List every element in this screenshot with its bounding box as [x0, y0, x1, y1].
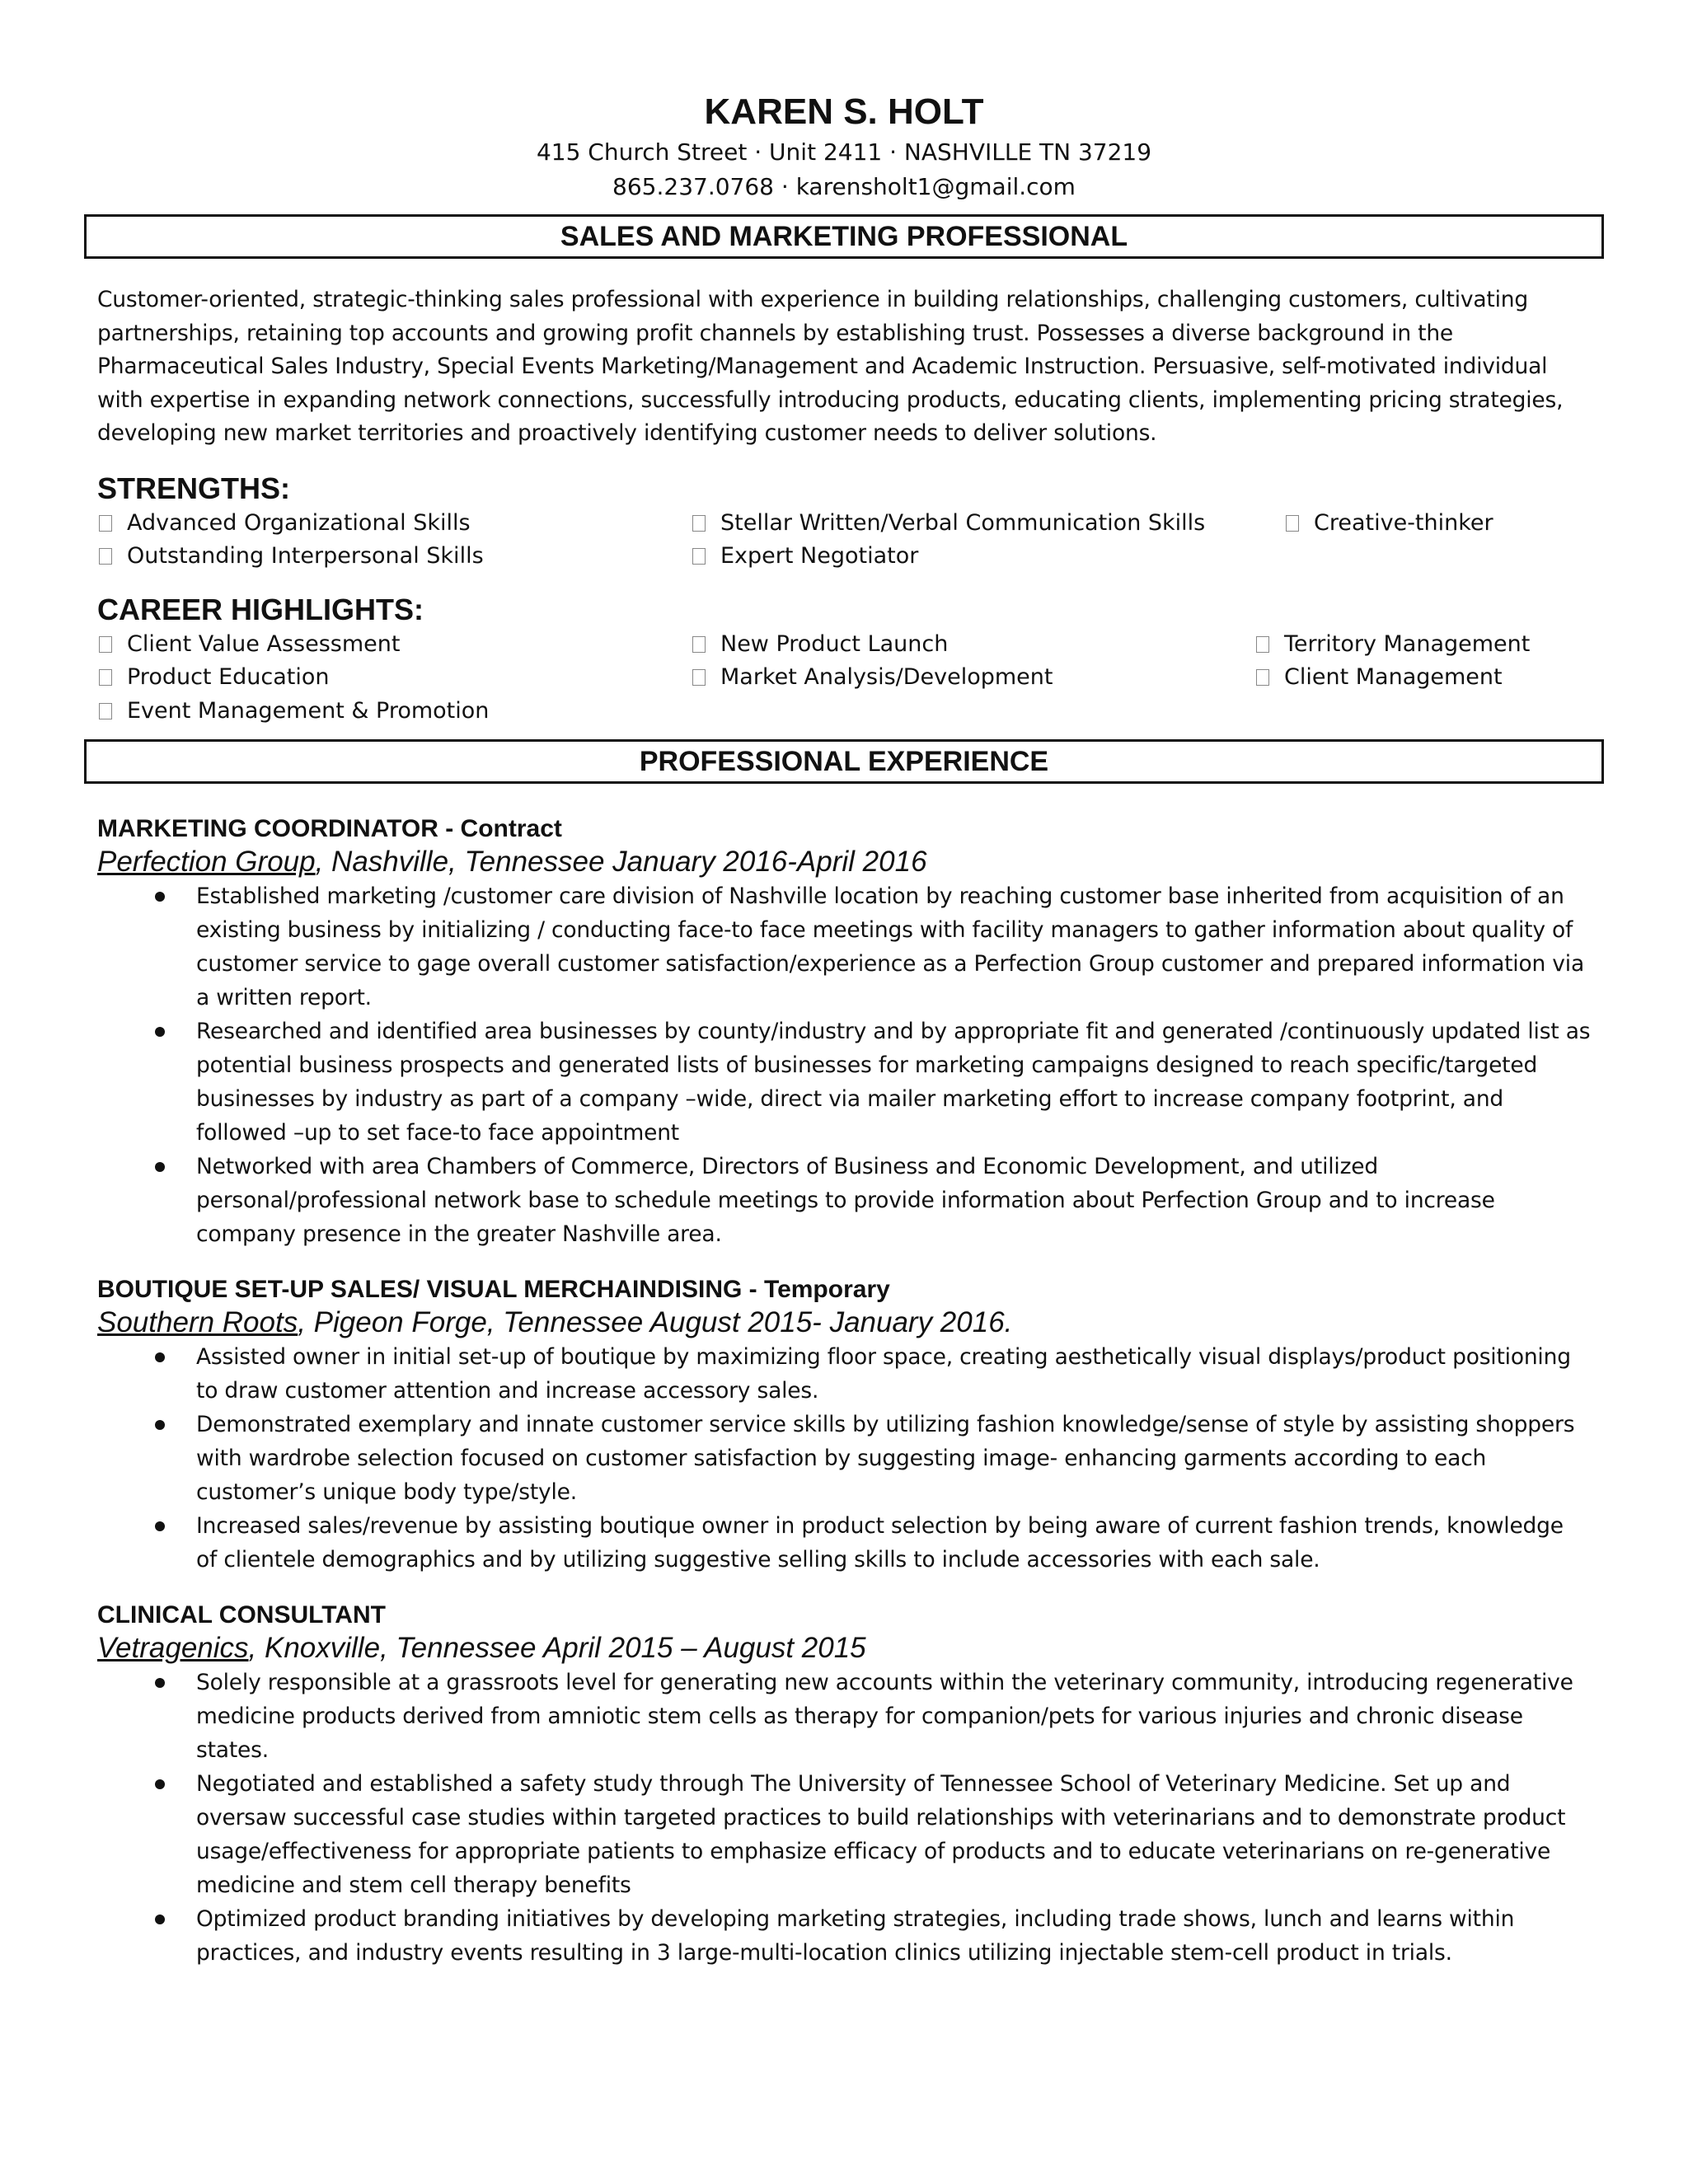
contact-line: 865.237.0768 · karensholt1@gmail.com [612, 173, 1076, 200]
strength-item: Creative-thinker [1284, 507, 1591, 541]
job-bullets [97, 1666, 1591, 1970]
strength-item: Expert Negotiator [691, 540, 1284, 574]
job-location-dates: , Pigeon Forge, Tennessee August 2015- January 2016. [298, 1306, 1013, 1338]
highlights-list [97, 628, 1591, 729]
job-company-line [97, 1305, 1591, 1340]
job-company-line [97, 845, 1591, 879]
job-bullet: Researched and identified area businesses by county/industry and by appropriate fit and generated /continuously updated list as potential business prospects and generated lists of businesses for marketing campaigns designed to reach specific/targeted businesses by industry as part of a company –wide, direct via mailer marketing effort to increase company footprint, and followed –up to set face-to face appointment [97, 1015, 1591, 1150]
highlight-item: Product Education [97, 661, 691, 695]
strength-item: Outstanding Interpersonal Skills [97, 540, 691, 574]
strength-item: Stellar Written/Verbal Communication Skills [691, 507, 1284, 541]
bullet-icon [155, 1915, 165, 1924]
job-title: MARKETING COORDINATOR - Contract [97, 815, 562, 842]
job-title: CLINICAL CONSULTANT [97, 1601, 386, 1629]
candidate-name: KAREN S. HOLT [704, 91, 984, 132]
highlight-item: New Product Launch [691, 628, 1254, 662]
highlights-heading: CAREER HIGHLIGHTS: [97, 592, 424, 626]
bullet-icon [155, 1420, 165, 1430]
checkbox-glyph-icon [99, 703, 112, 719]
strengths-list [97, 507, 1591, 574]
job-title: BOUTIQUE SET-UP SALES/ VISUAL MERCHAINDISING - Temporary [97, 1276, 890, 1303]
resume-page [97, 89, 1591, 1970]
job-bullets [97, 1340, 1591, 1577]
job-bullets [97, 879, 1591, 1251]
company-name: Vetragenics [97, 1632, 249, 1664]
job-bullet: Established marketing /customer care division of Nashville location by reaching customer base inherited from acquisition of an existing business by initializing / conducting face-to face meetings with facility managers to gather information about quality of customer service to gage overall customer satisfaction/experience as a Perfection Group customer and prepared information via a written report. [97, 879, 1591, 1015]
company-name: Perfection Group [97, 846, 316, 878]
job-entry [97, 1274, 1591, 1577]
job-bullet: Solely responsible at a grassroots level for generating new accounts within the veterinary community, introducing regenerative medicine products derived from amniotic stem cells as therapy for companion/pets for various injuries and chronic disease states. [97, 1666, 1591, 1767]
checkbox-glyph-icon [692, 669, 706, 686]
highlight-item: Event Management & Promotion [97, 695, 691, 729]
headline-box: SALES AND MARKETING PROFESSIONAL [84, 214, 1604, 259]
highlight-item: Client Value Assessment [97, 628, 691, 662]
job-location-dates: , Knoxville, Tennessee April 2015 – August 2015 [248, 1632, 866, 1664]
bullet-icon [155, 1162, 165, 1172]
job-entry [97, 813, 1591, 1251]
checkbox-glyph-icon [99, 669, 112, 686]
strength-item: Advanced Organizational Skills [97, 507, 691, 541]
job-company-line [97, 1631, 1591, 1666]
bullet-icon [155, 1027, 165, 1037]
highlight-item: Client Management [1254, 661, 1591, 695]
company-name: Southern Roots [97, 1306, 298, 1338]
checkbox-glyph-icon [692, 636, 706, 653]
summary-paragraph: Customer-oriented, strategic-thinking sales professional with experience in building relationships, challenging customers, cultivating partnerships, retaining top accounts and growing profit channels by establishing trust. Possesses a diverse background in the Pharmaceutical Sales Industry, Special Events Marketing/Management and Academic Instruction. Persuasive, self-motivated individual with expertise in expanding network connections, successfully introducing products, educating clients, implementing pricing strategies, developing new market territories and proactively identifying customer needs to deliver solutions. [97, 287, 1564, 446]
bullet-icon [155, 1779, 165, 1789]
job-bullet: Demonstrated exemplary and innate customer service skills by utilizing fashion knowledge/sense of style by assisting shoppers with wardrobe selection focused on customer satisfaction by suggesting image- enhancing garments according to each customer’s unique body type/style. [97, 1408, 1591, 1509]
bullet-icon [155, 1352, 165, 1362]
checkbox-glyph-icon [692, 515, 706, 532]
checkbox-glyph-icon [1256, 636, 1269, 653]
strengths-heading: STRENGTHS: [97, 471, 290, 505]
job-bullet: Assisted owner in initial set-up of boutique by maximizing floor space, creating aesthetically visual displays/product positioning to draw customer attention and increase accessory sales. [97, 1340, 1591, 1408]
job-bullet: Increased sales/revenue by assisting boutique owner in product selection by being aware of current fashion trends, knowledge of clientele demographics and by utilizing suggestive selling skills to include accessories with each sale. [97, 1509, 1591, 1577]
job-bullet: Negotiated and established a safety study through The University of Tennessee School of Veterinary Medicine. Set up and oversaw successful case studies within targeted practices to build relationships with veterinarians and to demonstrate product usage/effectiveness for appropriate patients to emphasize efficacy of products and to educate veterinarians on re-generative medicine and stem cell therapy benefits [97, 1767, 1591, 1902]
job-bullet: Optimized product branding initiatives by developing marketing strategies, including trade shows, lunch and learns within practices, and industry events resulting in 3 large-multi-location clinics utilizing injectable stem-cell product in trials. [97, 1902, 1591, 1970]
checkbox-glyph-icon [1256, 669, 1269, 686]
checkbox-glyph-icon [99, 548, 112, 565]
job-bullet: Networked with area Chambers of Commerce, Directors of Business and Economic Development, and utilized personal/professional network base to schedule meetings to provide information about Perfection Group and to increase company presence in the greater Nashville area. [97, 1150, 1591, 1251]
experience-heading-box: PROFESSIONAL EXPERIENCE [84, 739, 1604, 784]
checkbox-glyph-icon [692, 548, 706, 565]
checkbox-glyph-icon [99, 636, 112, 653]
job-entry [97, 1600, 1591, 1970]
highlight-item: Territory Management [1254, 628, 1591, 662]
job-location-dates: , Nashville, Tennessee January 2016-April 2016 [315, 846, 927, 878]
bullet-icon [155, 1521, 165, 1531]
bullet-icon [155, 892, 165, 902]
address-line: 415 Church Street · Unit 2411 · NASHVILLE TN 37219 [536, 138, 1152, 166]
checkbox-glyph-icon [1286, 515, 1299, 532]
highlight-item: Market Analysis/Development [691, 661, 1254, 695]
checkbox-glyph-icon [99, 515, 112, 532]
bullet-icon [155, 1678, 165, 1688]
